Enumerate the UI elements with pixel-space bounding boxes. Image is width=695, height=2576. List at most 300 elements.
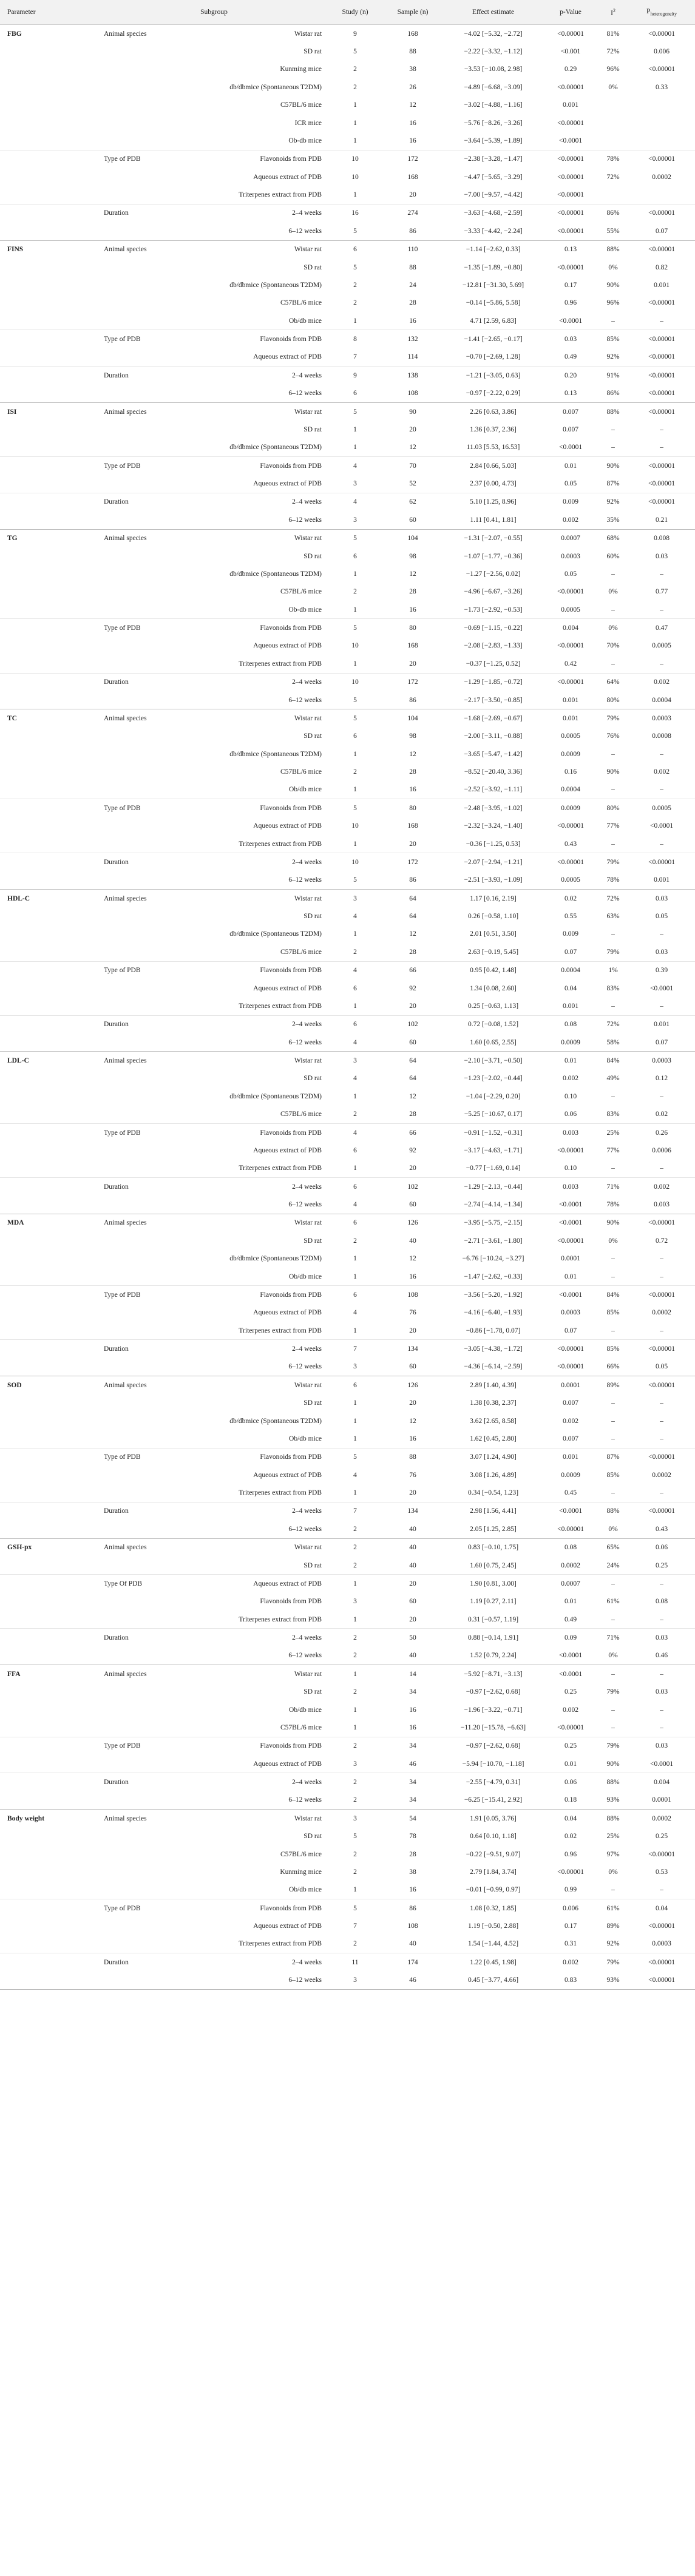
p-value-cell: 0.001 [563, 696, 578, 704]
parameter-cell [0, 1845, 100, 1863]
i2-cell: 90% [606, 768, 620, 776]
sample-size-cell: 40 [409, 1561, 416, 1569]
i2-cell: 35% [606, 516, 620, 524]
p-heterogeneity-cell: <0.00001 [648, 66, 675, 73]
parameter-cell [0, 835, 100, 853]
table-row [0, 1376, 695, 1394]
p-value-cell: 0.0009 [543, 799, 598, 817]
p-heterogeneity-cell: – [660, 660, 663, 668]
effect-estimate-cell: 1.90 [0.81, 3.00] [443, 1575, 543, 1593]
sample-size-cell: 66 [382, 961, 443, 979]
parameter-cell: TG [0, 529, 100, 547]
effect-estimate-cell: −2.48 [−3.95, −1.02] [443, 799, 543, 817]
sample-size-cell: 274 [382, 204, 443, 222]
i2-cell: – [611, 1435, 615, 1442]
parameter-cell [0, 1160, 100, 1178]
i2-cell: – [611, 1092, 615, 1100]
effect-estimate-cell: −2.17 [−3.50, −0.85] [464, 696, 523, 704]
p-value-cell: <0.00001 [543, 204, 598, 222]
parameter-cell [0, 259, 100, 276]
subgroup-cell: Aqueous extract of PDB [253, 173, 322, 181]
parameter-cell [0, 42, 100, 60]
subgroup-category-cell [100, 1322, 179, 1340]
p-value-cell: <0.00001 [557, 263, 584, 271]
i2-cell: 78% [598, 150, 628, 168]
p-value-cell: 0.31 [564, 1940, 577, 1948]
p-value-cell: 0.55 [564, 913, 577, 921]
sample-size-cell: 60 [409, 1363, 416, 1371]
study-count-cell: 5 [353, 263, 357, 271]
i2-cell: 90% [598, 1214, 628, 1232]
subgroup-category-cell [100, 1791, 179, 1810]
p-value-cell: 0.07 [564, 1327, 577, 1334]
table-row [0, 402, 695, 421]
parameter-cell [0, 1719, 100, 1737]
p-value-cell: 0.10 [564, 1092, 577, 1100]
subgroup-cell: SD rat [303, 1833, 322, 1841]
subgroup-category-cell: Type of PDB [100, 961, 179, 979]
subgroup-category-cell: Type of PDB [100, 150, 179, 168]
i2-cell: – [611, 1255, 615, 1263]
parameter-cell: SOD [0, 1376, 100, 1394]
parameter-cell [0, 186, 100, 204]
subgroup-category-cell [100, 745, 179, 763]
parameter-cell [0, 1899, 100, 1918]
sample-size-cell: 126 [382, 1376, 443, 1394]
i2-cell: 92% [598, 493, 628, 511]
p-heterogeneity-cell: <0.00001 [628, 402, 695, 421]
i2-cell: 93% [606, 1796, 620, 1804]
i2-cell [598, 132, 628, 150]
effect-estimate-cell: −8.52 [−20.40, 3.36] [464, 768, 523, 776]
i2-cell: 87% [598, 1448, 628, 1466]
p-heterogeneity-cell: – [660, 1615, 663, 1623]
subgroup-category-cell: Animal species [100, 890, 179, 908]
table-row [0, 925, 695, 943]
parameter-cell [0, 817, 100, 835]
p-heterogeneity-cell: – [660, 1489, 663, 1497]
p-heterogeneity-cell: <0.00001 [628, 1972, 695, 1990]
p-heterogeneity-cell: 0.04 [628, 1899, 695, 1918]
p-heterogeneity-cell: <0.00001 [628, 1340, 695, 1358]
subgroup-category-cell: Duration [100, 204, 179, 222]
study-count-cell: 4 [353, 1471, 357, 1479]
study-count-cell: 7 [328, 1502, 382, 1520]
p-value-cell: 0.003 [543, 1178, 598, 1196]
parameter-cell [0, 1178, 100, 1196]
table-row [0, 385, 695, 403]
p-heterogeneity-cell: – [660, 570, 663, 578]
p-heterogeneity-cell: – [660, 750, 663, 758]
effect-estimate-cell: −0.97 [−2.62, 0.68] [443, 1737, 543, 1755]
i2-cell: 79% [598, 1737, 628, 1755]
subgroup-category-cell: Type of PDB [100, 330, 179, 348]
effect-estimate-cell: 1.08 [0.32, 1.85] [443, 1899, 543, 1918]
sample-size-cell: 76 [409, 1309, 416, 1317]
i2-cell: – [611, 930, 615, 938]
table-row [0, 25, 695, 43]
p-value-cell: <0.00001 [557, 1237, 584, 1245]
effect-estimate-cell: −5.76 [−8.26, −3.26] [464, 119, 523, 127]
table-row [0, 1232, 695, 1249]
subgroup-cell: Aqueous extract of PDB [253, 1309, 322, 1317]
p-value-cell: 0.10 [564, 1165, 577, 1172]
p-value-cell: 0.17 [564, 1922, 577, 1930]
header-p-heterogeneity [628, 0, 695, 25]
sample-size-cell: 12 [409, 570, 416, 578]
subgroup-cell: Wistar rat [179, 1214, 328, 1232]
i2-cell: 88% [598, 240, 628, 259]
subgroup-cell: Aqueous extract of PDB [253, 1922, 322, 1930]
p-heterogeneity-cell: 0.82 [655, 263, 668, 271]
effect-estimate-cell: 11.03 [5.53, 16.53] [466, 444, 520, 451]
table-row [0, 1394, 695, 1412]
subgroup-cell: Aqueous extract of PDB [253, 1471, 322, 1479]
table-row [0, 1015, 695, 1033]
parameter-cell [0, 871, 100, 890]
subgroup-category-cell [100, 1701, 179, 1719]
effect-estimate-cell: −0.97 [−2.22, 0.29] [466, 390, 521, 397]
i2-cell: 61% [606, 1598, 620, 1606]
table-row [0, 1665, 695, 1683]
subgroup-category-cell: Duration [100, 1340, 179, 1358]
p-heterogeneity-cell: – [660, 1255, 663, 1263]
subgroup-category-cell [100, 61, 179, 78]
effect-estimate-cell: −1.35 [−1.89, −0.80] [464, 263, 523, 271]
p-heterogeneity-cell: <0.0001 [649, 984, 674, 992]
i2-cell: – [611, 750, 615, 758]
subgroup-category-cell [100, 475, 179, 493]
p-heterogeneity-cell: – [660, 425, 663, 433]
p-heterogeneity-cell: – [660, 1723, 663, 1731]
table-row [0, 1412, 695, 1430]
i2-cell: 90% [598, 457, 628, 475]
effect-estimate-cell: 1.19 [−0.50, 2.88] [467, 1922, 519, 1930]
study-count-cell: 6 [353, 984, 357, 992]
subgroup-cell: Ob/db mice [289, 786, 322, 794]
effect-estimate-cell: 1.38 [0.38, 2.37] [470, 1399, 517, 1407]
p-heterogeneity-cell: 0.002 [628, 1178, 695, 1196]
subgroup-category-cell [100, 421, 179, 438]
i2-cell: 61% [598, 1899, 628, 1918]
subgroup-category-cell [100, 312, 179, 330]
subgroup-category-cell [100, 222, 179, 240]
effect-estimate-cell: −3.56 [−5.20, −1.92] [443, 1286, 543, 1304]
study-count-cell: 4 [353, 1201, 357, 1209]
sample-size-cell: 88 [382, 1448, 443, 1466]
sample-size-cell: 16 [409, 1723, 416, 1731]
subgroup-category-cell [100, 583, 179, 601]
subgroup-category-cell [100, 1268, 179, 1286]
sample-size-cell: 38 [409, 1868, 416, 1876]
p-heterogeneity-cell: 0.53 [655, 1868, 668, 1876]
i2-cell: – [611, 606, 615, 614]
parameter-cell [0, 1015, 100, 1033]
sample-size-cell: 12 [409, 444, 416, 451]
parameter-cell [0, 1358, 100, 1376]
table-row [0, 1755, 695, 1773]
p-heterogeneity-cell: 0.43 [655, 1525, 668, 1533]
p-value-cell: 0.42 [564, 660, 577, 668]
effect-estimate-cell: 1.17 [0.16, 2.19] [443, 890, 543, 908]
subgroup-cell: Flavonoids from PDB [179, 1123, 328, 1141]
subgroup-category-cell [100, 728, 179, 745]
effect-estimate-cell: −0.91 [−1.52, −0.31] [443, 1123, 543, 1141]
i2-cell: 71% [598, 1629, 628, 1647]
table-row [0, 1340, 695, 1358]
table-row [0, 1141, 695, 1159]
effect-estimate-cell: 0.45 [−3.77, 4.66] [443, 1972, 543, 1990]
study-count-cell: 6 [328, 1376, 382, 1394]
subgroup-category-cell [100, 1430, 179, 1448]
study-count-cell: 2 [328, 1538, 382, 1557]
i2-cell: 86% [606, 390, 620, 397]
parameter-cell [0, 1755, 100, 1773]
p-value-cell: <0.00001 [557, 173, 584, 181]
sample-size-cell: 50 [382, 1629, 443, 1647]
header-sample: Sample (n) [382, 0, 443, 25]
i2-cell: 79% [606, 1688, 620, 1696]
study-count-cell: 5 [353, 227, 357, 235]
subgroup-category-cell [100, 1828, 179, 1845]
effect-estimate-cell: −0.77 [−1.69, 0.14] [466, 1165, 521, 1172]
p-value-cell: 0.0001 [561, 1255, 580, 1263]
effect-estimate-cell: −2.32 [−3.24, −1.40] [464, 822, 523, 830]
p-value-cell: <0.00001 [557, 642, 584, 650]
p-heterogeneity-cell: <0.00001 [628, 1286, 695, 1304]
i2-cell: 25% [598, 1123, 628, 1141]
effect-estimate-cell: 2.89 [1.40, 4.39] [443, 1376, 543, 1394]
p-heterogeneity-cell: – [660, 1417, 663, 1425]
subgroup-cell: SD rat [303, 1688, 322, 1696]
table-row [0, 1484, 695, 1502]
sample-size-cell: 60 [409, 1038, 416, 1046]
p-heterogeneity-cell: 0.0002 [628, 1810, 695, 1828]
effect-estimate-cell: 2.79 [1.84, 3.74] [470, 1868, 517, 1876]
subgroup-category-cell [100, 691, 179, 709]
study-count-cell: 3 [328, 1972, 382, 1990]
effect-estimate-cell: −2.74 [−4.14, −1.34] [464, 1201, 523, 1209]
effect-estimate-cell: −0.37 [−1.25, 0.52] [466, 660, 521, 668]
subgroup-category-cell: Type of PDB [100, 1123, 179, 1141]
sample-size-cell: 12 [409, 101, 416, 109]
p-value-cell: <0.001 [560, 48, 581, 56]
p-heterogeneity-cell: 0.03 [655, 1688, 668, 1696]
table-row [0, 511, 695, 529]
table-row [0, 1683, 695, 1701]
effect-estimate-cell: −0.69 [−1.15, −0.22] [443, 619, 543, 637]
table-row [0, 1828, 695, 1845]
p-heterogeneity-cell: <0.0001 [649, 822, 674, 830]
subgroup-cell: C57BL/6 mice [280, 768, 322, 776]
study-count-cell: 6 [353, 732, 357, 740]
sample-size-cell: 20 [409, 1002, 416, 1010]
subgroup-cell: 2–4 weeks [179, 1773, 328, 1791]
parameter-cell [0, 1863, 100, 1881]
sample-size-cell: 98 [409, 552, 416, 560]
table-row [0, 42, 695, 60]
table-row [0, 1160, 695, 1178]
subgroup-cell: 6–12 weeks [288, 516, 322, 524]
p-heterogeneity-cell: – [660, 1435, 663, 1442]
table-row [0, 1033, 695, 1052]
p-heterogeneity-cell: – [660, 1327, 663, 1334]
p-heterogeneity-cell: <0.00001 [628, 1953, 695, 1972]
i2-cell: 70% [606, 642, 620, 650]
study-count-cell: 1 [353, 750, 357, 758]
table-row [0, 1538, 695, 1557]
table-row [0, 1502, 695, 1520]
study-count-cell: 4 [353, 913, 357, 921]
table-row [0, 186, 695, 204]
sample-size-cell: 12 [409, 750, 416, 758]
parameter-cell [0, 168, 100, 186]
subgroup-category-cell: Duration [100, 1629, 179, 1647]
subgroup-cell: 6–12 weeks [288, 227, 322, 235]
effect-estimate-cell: −1.29 [−1.85, −0.72] [443, 673, 543, 691]
p-heterogeneity-cell: 0.003 [654, 1201, 670, 1209]
effect-estimate-cell: −0.70 [−2.69, 1.28] [466, 353, 521, 361]
i2-cell: 76% [606, 732, 620, 740]
table-row [0, 1953, 695, 1972]
p-value-cell: 0.05 [564, 480, 577, 488]
sample-size-cell: 64 [382, 890, 443, 908]
table-row [0, 547, 695, 565]
sample-size-cell: 60 [409, 1598, 416, 1606]
sample-size-cell: 46 [382, 1972, 443, 1990]
i2-cell: 49% [606, 1075, 620, 1083]
study-count-cell: 5 [328, 1899, 382, 1918]
subgroup-cell: Flavonoids from PDB [179, 961, 328, 979]
table-row [0, 348, 695, 367]
subgroup-cell: 6–12 weeks [288, 1038, 322, 1046]
subgroup-category-cell [100, 547, 179, 565]
study-count-cell: 11 [328, 1953, 382, 1972]
subgroup-category-cell [100, 132, 179, 150]
effect-estimate-cell: −2.10 [−3.71, −0.50] [443, 1052, 543, 1070]
p-value-cell: 0.002 [563, 516, 578, 524]
table-row [0, 1611, 695, 1629]
p-heterogeneity-cell: <0.00001 [648, 30, 675, 38]
sample-size-cell: 90 [382, 402, 443, 421]
effect-estimate-cell: −0.36 [−1.25, 0.53] [466, 840, 521, 848]
p-heterogeneity-cell: 0.33 [655, 83, 668, 91]
parameter-cell [0, 1593, 100, 1611]
i2-cell: 25% [606, 1833, 620, 1841]
table-row [0, 1286, 695, 1304]
p-value-cell: 0.0001 [543, 1376, 598, 1394]
subgroup-cell: SD rat [303, 732, 322, 740]
subgroup-category-cell [100, 1087, 179, 1105]
p-value-cell: 0.0003 [561, 1309, 580, 1317]
subgroup-category-cell: Duration [100, 493, 179, 511]
study-count-cell: 5 [328, 529, 382, 547]
table-row [0, 1899, 695, 1918]
header-parameter: Parameter [0, 0, 100, 25]
effect-estimate-cell: −2.08 [−2.83, −1.33] [464, 642, 523, 650]
parameter-cell: MDA [0, 1214, 100, 1232]
sample-size-cell: 88 [409, 48, 416, 56]
subgroup-category-cell: Animal species [100, 1810, 179, 1828]
subgroup-cell: 6–12 weeks [288, 1363, 322, 1371]
sample-size-cell: 46 [409, 1760, 416, 1768]
study-count-cell: 1 [353, 137, 357, 144]
parameter-cell [0, 150, 100, 168]
table-row [0, 1647, 695, 1665]
subgroup-cell: Kunming mice [280, 1868, 322, 1876]
subgroup-category-cell [100, 1195, 179, 1214]
subgroup-cell: C57BL/6 mice [280, 1111, 322, 1118]
effect-estimate-cell: −11.20 [−15.78, −6.63] [460, 1723, 526, 1731]
p-heterogeneity-cell: 0.001 [654, 876, 670, 884]
p-value-cell: <0.0001 [558, 137, 583, 144]
p-value-cell: 0.25 [543, 1737, 598, 1755]
parameter-cell [0, 457, 100, 475]
subgroup-category-cell [100, 1250, 179, 1268]
p-heterogeneity-cell: <0.00001 [628, 853, 695, 871]
p-heterogeneity-cell: 0.0003 [652, 1940, 671, 1948]
sample-size-cell: 28 [409, 1111, 416, 1118]
subgroup-category-cell: Duration [100, 673, 179, 691]
effect-estimate-cell: −4.02 [−5.32, −2.72] [464, 30, 523, 38]
effect-estimate-cell: 2.01 [0.51, 3.50] [470, 930, 517, 938]
effect-estimate-cell: 1.60 [0.65, 2.55] [470, 1038, 517, 1046]
parameter-cell [0, 222, 100, 240]
sample-size-cell: 16 [409, 317, 416, 325]
parameter-cell [0, 493, 100, 511]
subgroup-cell: 6–12 weeks [288, 876, 322, 884]
subgroup-cell: 6–12 weeks [179, 1972, 328, 1990]
parameter-cell [0, 1629, 100, 1647]
effect-estimate-cell: −1.04 [−2.29, 0.20] [466, 1092, 521, 1100]
parameter-cell [0, 1520, 100, 1538]
p-value-cell: <0.00001 [543, 673, 598, 691]
table-row [0, 1322, 695, 1340]
p-value-cell: 0.001 [543, 1448, 598, 1466]
table-row [0, 259, 695, 276]
sample-size-cell: 38 [409, 66, 416, 73]
parameter-cell [0, 1502, 100, 1520]
p-heterogeneity-cell: – [660, 1002, 663, 1010]
p-heterogeneity-cell: 0.002 [628, 673, 695, 691]
subgroup-category-cell [100, 925, 179, 943]
sample-size-cell: 12 [409, 1092, 416, 1100]
subgroup-cell: Flavonoids from PDB [179, 150, 328, 168]
effect-estimate-cell: 0.83 [−0.10, 1.75] [443, 1538, 543, 1557]
table-row [0, 907, 695, 925]
table-row [0, 781, 695, 799]
effect-estimate-cell: −6.25 [−15.41, 2.92] [464, 1796, 523, 1804]
p-heterogeneity-cell: – [660, 1273, 663, 1280]
subgroup-cell: Triterpenes extract from PDB [239, 1489, 322, 1497]
subgroup-cell: C57BL/6 mice [280, 299, 322, 307]
p-value-cell: 0.009 [543, 493, 598, 511]
subgroup-category-cell [100, 835, 179, 853]
subgroup-category-cell: Animal species [100, 1376, 179, 1394]
p-value-cell: 0.0004 [561, 786, 580, 794]
header-i2 [598, 0, 628, 25]
parameter-cell [0, 601, 100, 619]
effect-estimate-cell: −1.47 [−2.62, −0.33] [464, 1273, 523, 1280]
parameter-cell [0, 979, 100, 997]
study-count-cell: 1 [353, 1615, 357, 1623]
p-value-cell: <0.0001 [558, 317, 583, 325]
sample-size-cell: 64 [382, 1052, 443, 1070]
table-row [0, 799, 695, 817]
study-count-cell: 2 [353, 1688, 357, 1696]
study-count-cell: 5 [328, 709, 382, 728]
effect-estimate-cell: −2.07 [−2.94, −1.21] [443, 853, 543, 871]
